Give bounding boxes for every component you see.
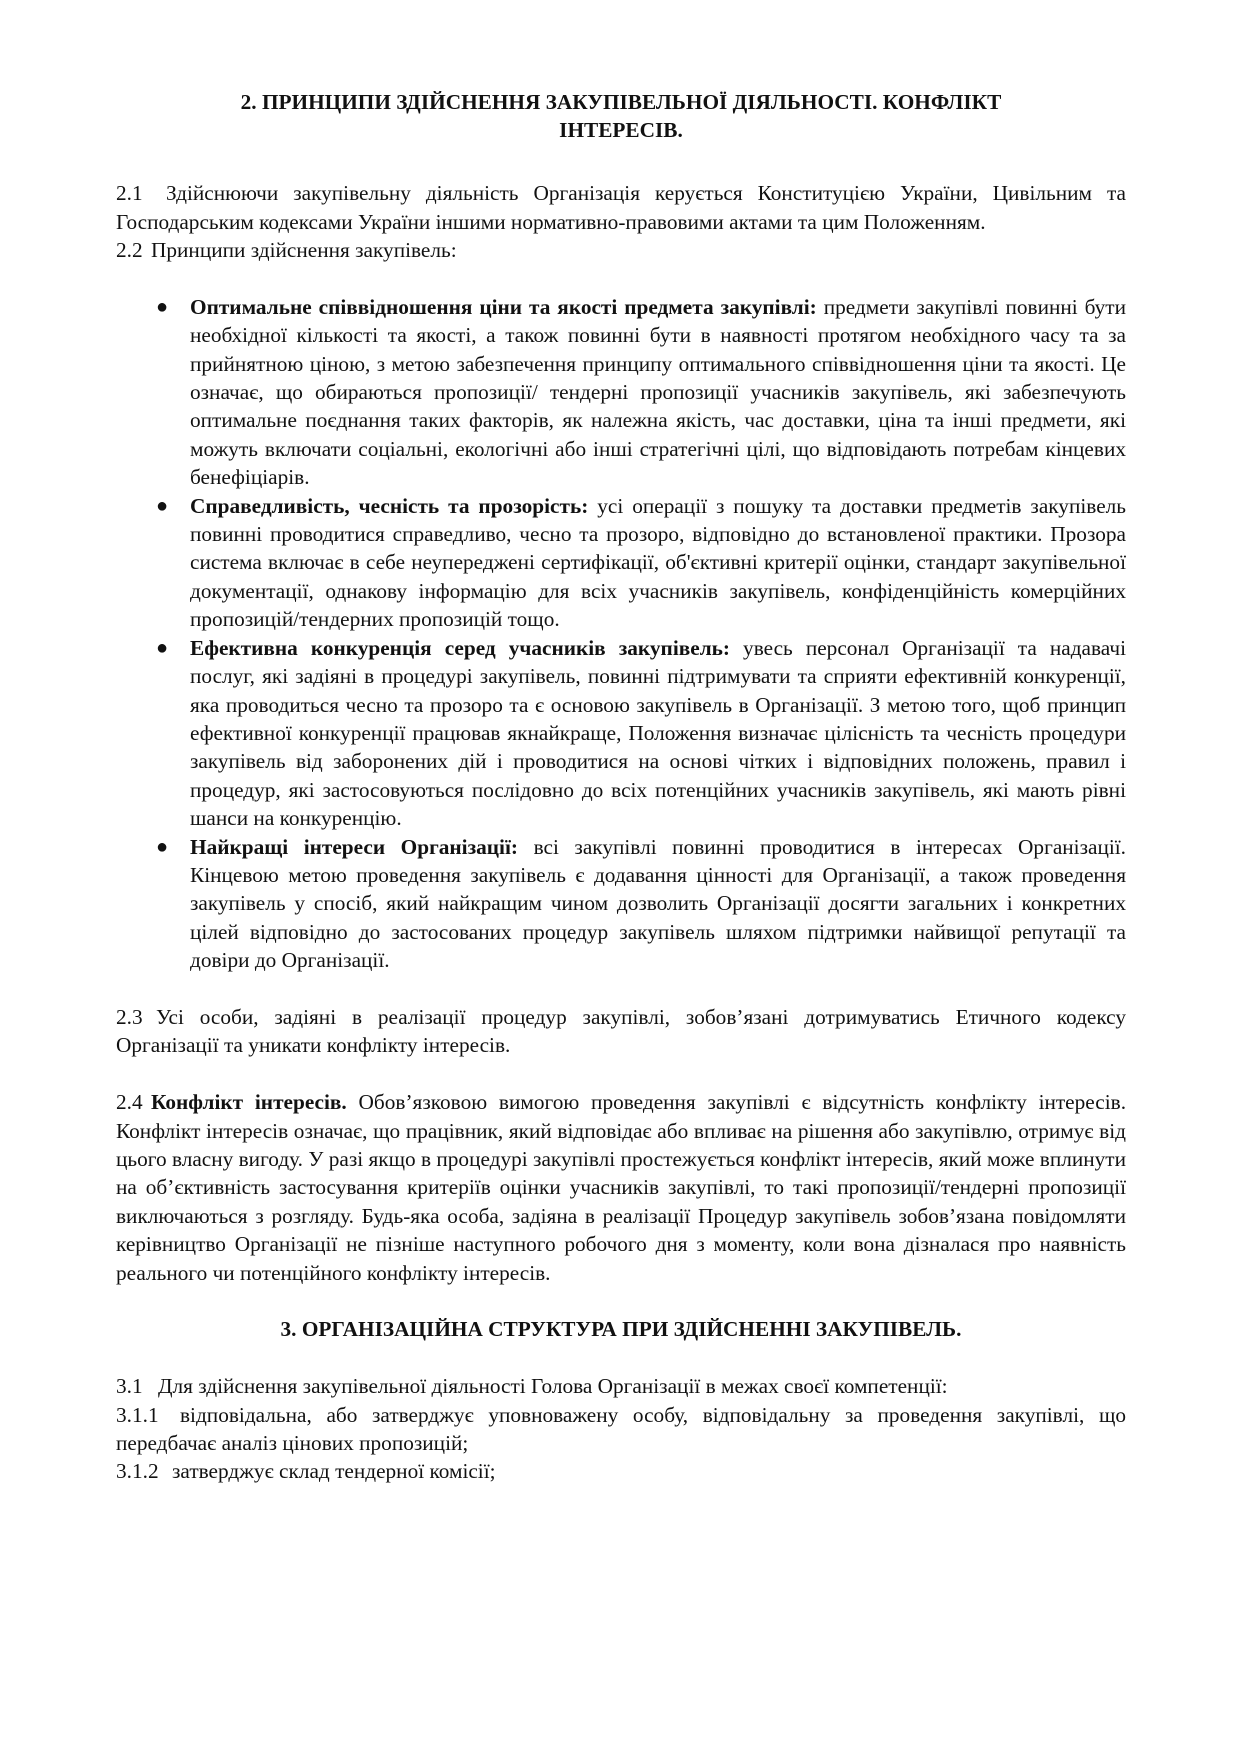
paragraph-number: 2.3 [116, 1004, 143, 1029]
principle-title: Оптимальне співвідношення ціни та якості предмета закупівлі: [190, 294, 817, 319]
paragraph-text: відповідальна, або затверджує уповноважену особу, відповідальну за проведення закупівлі, що передбачає аналіз цінових пропозицій; [116, 1402, 1126, 1455]
paragraph-2-1 [116, 179, 1126, 236]
paragraph-2-4 [116, 1088, 1126, 1287]
principle-item [116, 492, 1126, 634]
section-2-heading [116, 88, 1126, 145]
paragraph-number: 3.1 [116, 1374, 143, 1399]
bullet-icon: ● [156, 295, 169, 318]
principle-item [116, 634, 1126, 833]
principle-title: Найкращі інтереси Організації: [190, 834, 518, 859]
principle-text: всі закупівлі повинні проводитися в інтересах Організації. Кінцевою метою проведення закупівель є додавання цінності для Організації, а також проведення закупівель у спосіб, який найкращим чином дозволить Організації досягти загальних і конкретних цілей відповідно до застосованих процедур закупівель шляхом підтримки найвищої репутації та довіри до Організації. [190, 834, 1127, 973]
principle-title: Справедливість, чесність та прозорість: [190, 493, 589, 518]
paragraph-number: 2.1 [116, 181, 143, 206]
paragraph-3-1-2 [116, 1457, 1126, 1485]
section-2-title-line1: 2. ПРИНЦИПИ ЗДІЙСНЕННЯ ЗАКУПІВЕЛЬНОЇ ДІЯЛЬНОСТІ. КОНФЛІКТ [240, 90, 1002, 114]
paragraph-text: Принципи здійснення закупівель: [151, 238, 457, 263]
paragraph-3-1-1 [116, 1401, 1126, 1458]
paragraph-number: 3.1.2 [116, 1459, 159, 1484]
bullet-icon: ● [156, 494, 169, 517]
paragraph-text: Для здійснення закупівельної діяльності Голова Організації в межах своєї компетенції: [158, 1374, 948, 1399]
paragraph-2-3 [116, 1003, 1126, 1060]
paragraph-3-1 [116, 1372, 1126, 1400]
bullet-icon: ● [156, 835, 169, 858]
paragraph-text: Усі особи, задіяні в реалізації процедур закупівлі, зобов’язані дотримуватись Етичного кодексу Організації та уникати конфлікту інтересів. [116, 1004, 1126, 1058]
bullet-icon: ● [156, 636, 169, 659]
document-page [116, 88, 1126, 1486]
paragraph-text: Обов’язковою вимогою проведення закупівлі є відсутність конфлікту інтересів. Конфлікт інтересів означає, що працівник, який відповідає або впливає на рішення або закупівлю, отримує від цього власну вигоду. У разі якщо в процедурі закупівлі простежується конфлікт інтересів, який може вплинути на об’єктивність застосування критеріїв оцінки учасників закупівлі, то такі пропозиції/тендерні пропозиції виключаються з розгляду. Будь-яка особа, задіяна в реалізації Процедур закупівель зобов’язана повідомляти керівництво Організації не пізніше наступного робочого дня з моменту, коли вона дізналася про наявність реального чи потенційного конфлікту інтересів. [116, 1090, 1127, 1285]
paragraph-2-2 [116, 236, 1126, 264]
paragraph-text: затверджує склад тендерної комісії; [172, 1459, 496, 1484]
principle-text: увесь персонал Організації та надавачі послуг, які задіяні в процедурі закупівель, повинні підтримувати та сприяти ефективній конкуренції, яка проводиться чесно та прозоро та є основою закупівель в Організації. З метою того, щоб принцип ефективної конкуренції працював якнайкраще, Положення визначає цілісність та чесність процедури закупівель від заборонених дій і проводитися на основі чітких і відповідних положень, правил і процедур, які застосовуються послідовно до всіх потенційних учасників закупівель, які мають рівні шанси на конкуренцію. [190, 635, 1126, 831]
principles-list [116, 293, 1126, 975]
paragraph-text: Здійснюючи закупівельну діяльність Організація керується Конституцією України, Цивільним та Господарським кодексами України іншими нормативно-правовими актами та цим Положенням. [116, 181, 1126, 234]
principle-item [116, 833, 1126, 975]
paragraph-number: 2.2 [116, 238, 143, 263]
paragraph-title: Конфлікт інтересів. [151, 1090, 347, 1115]
section-3-heading: 3. ОРГАНІЗАЦІЙНА СТРУКТУРА ПРИ ЗДІЙСНЕННІ ЗАКУПІВЕЛЬ. [280, 1317, 962, 1342]
principle-item [116, 293, 1126, 492]
paragraph-number: 3.1.1 [116, 1402, 159, 1427]
principle-text: усі операції з пошуку та доставки предметів закупівель повинні проводитися справедливо, чесно та прозоро, відповідно до встановленої практики. Прозора система включає в себе неупереджені сертифікації, об'єктивні критерії оцінки, стандарт закупівельної документації, однакову інформацію для всіх учасників закупівель, конфіденційність комерційних пропозицій/тендерних пропозицій тощо. [190, 493, 1126, 632]
principle-text: предмети закупівлі повинні бути необхідної кількості та якості, а також повинні бути в наявності протягом необхідного часу та за прийнятною ціною, з метою забезпечення принципу оптимального співвідношення ціни та якості. Це означає, що обираються пропозиції/ тендерні пропозиції учасників закупівель, які забезпечують оптимальне поєднання таких факторів, як належна якість, час доставки, ціна та інші предмети, які можуть включати соціальні, екологічні або інші стратегічні цілі, що відповідають потребам кінцевих бенефіціарів. [190, 294, 1127, 490]
section-2-title-line2: ІНТЕРЕСІВ. [559, 118, 683, 143]
principle-title: Ефективна конкуренція серед учасників закупівель: [190, 635, 730, 660]
paragraph-number: 2.4 [116, 1090, 143, 1115]
